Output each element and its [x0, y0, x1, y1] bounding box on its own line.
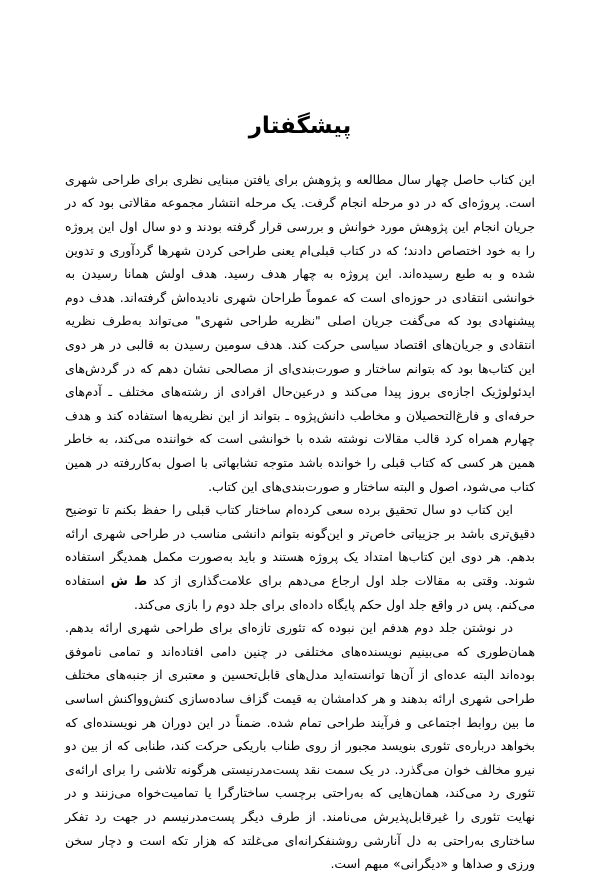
paragraph-2-text-before-code: این کتاب دو سال تحقیق برده سعی کرده‌ام ساختار کتاب قبلی را حفظ بکنم تا توضیح دقیق‌تری باشد بر جزییاتی خاص‌تر و این‌گونه بتوانم دانشی مناسب در طراحی شهری ارائه بدهم. هر دوی این کتاب‌ها امتداد یک پروژه هستند و باید به‌صورت مکمل همدیگر استفاده شوند. وقتی به مقالات جلد اول ارجاع می‌دهم برای علامت‌گذاری از کد	[65, 502, 535, 588]
paragraph-3: در نوشتن جلد دوم هدفم این نبوده که تئوری تازه‌ای برای طراحی شهری ارائه بدهم. همان‌طوری که می‌بینیم نویسنده‌های مختلفی در چنین دامی افتاده‌اند و تمامی ناموفق بوده‌اند البته عده‌ای از آن‌ها توانسته‌اید مدل‌های قابل‌تحسین و معتبری از جنبه‌های مختلف طراحی شهری ارائه بدهند و هر کدامشان به قیمت گزاف ساده‌سازی کنش‌وواکنش اساسی ما بین روابط اجتماعی و فرآیند طراحی تمام شده. ضمناً در این دوران هر نویسنده‌ای که بخواهد درباره‌ی تئوری بنویسد مجبور از روی طناب باریکی حرکت کند، طنابی که از بین دو نیرو مخالف خوان می‌گذرد. در یک سمت نقد پست‌مدرنیستی هرگونه تلاشی را برای ارائه‌ی تئوری رد می‌کند، همان‌هایی که به‌راحتی برچسب ساختارگرا یا تمامیت‌خواه می‌زنند و در نهایت تئوری را غیرقابل‌پذیرش می‌نامند. از طرف دیگر پست‌مدرنیسم در جهت رد تفکر ساختاری به‌راحتی به دل آنارشی روشنفکرانه‌ای می‌غلتد که هزار تکه است و دچار سخن ورزی و صداها و «دیگرانی» مبهم است.	[65, 620, 535, 872]
page-content	[65, 112, 535, 876]
page-title: پیشگفتار	[248, 113, 352, 139]
reference-code-label: ط ش	[110, 572, 148, 588]
paragraph-2	[65, 498, 535, 616]
paragraph-1: این کتاب حاصل چهار سال مطالعه و پژوهش برای یافتن مبنایی نظری برای طراحی شهری است. پروژه‌ای که در دو مرحله انجام گرفت. یک مرحله انتشار مجموعه مقالاتی بود که در جریان انجام این پژوهش مورد خوانش و بررسی قرار گرفته بودند و دو سال اول این پروژه را به خود اختصاص دادند؛ که در کتاب قبلی‌ام یعنی طراحی کردن شهرها گردآوری و تدوین شده و به طبع رسیده‌اند. این پروژه به چهار هدف رسید. هدف اولش همانا رسیدن به خوانشی انتقادی در حوزه‌ای است که عموماً طراحان شهری نادیده‌اش گرفته‌اند. هدف دوم پیشنهادی بود که می‌گفت جریان اصلی "نظریه طراحی شهری" می‌تواند به‌طرف نظریه انتقادی و جریان‌های اقتصاد سیاسی حرکت کند. هدف سومین رسیدن به قالبی در هر دوی این کتاب‌ها بود که بتوانم ساختار و صورت‌بندی‌ای از مصالحی نشان دهم که در گردش‌های ایدئولوژیک اجازه‌ی بروز پیدا می‌کند و درعین‌حال افرادی از رشته‌های مختلف ـ آدم‌های حرفه‌ای و فارغ‌التحصیلان و مخاطب دانش‌پژوه ـ بتواند از این نظریه‌ها استفاده کند و هدف چهارم همراه کرد قالب مقالات نوشته شده با خوانشی است که خواننده می‌کند، به خاطر همین هر کسی که کتاب قبلی را خوانده باشد متوجه تشابهاتی با اصول به‌کاررفته در همین کتاب می‌شود، اصول و البته ساختار و صورت‌بندی‌های این کتاب.	[65, 171, 535, 494]
paragraph-2-text-after-code: استفاده می‌کنم. پس در واقع جلد اول حکم پایگاه داده‌ای برای جلد دوم را بازی می‌کند.	[65, 572, 535, 612]
